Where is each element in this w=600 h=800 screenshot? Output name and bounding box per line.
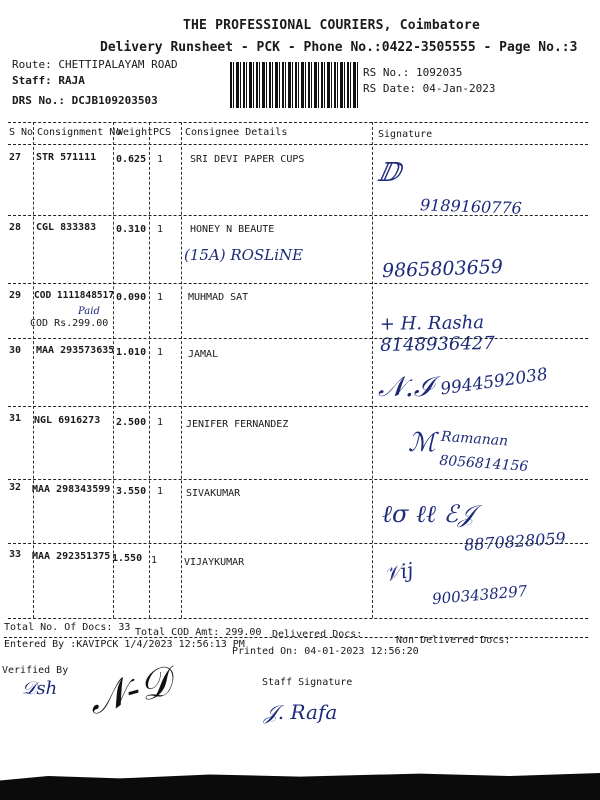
row-28-sno: 28 [9,222,22,233]
runsheet-subtitle: Delivery Runsheet - PCK - Phone No.:0422-3505555 - Page No.:3 [100,40,578,55]
row-divider [8,543,588,544]
row-27-pcs: 1 [157,154,164,165]
row-divider [8,215,588,216]
staff-signature: 𝒥. Rafa [264,700,338,724]
barcode [230,62,358,108]
document-title: THE PROFESSIONAL COURIERS, Coimbatore [183,18,480,33]
row-divider [8,479,588,480]
row-30-weight: 1.010 [116,347,147,358]
row-27-signature: ⅅ [378,158,401,188]
row-33-signature-mark: 𝒱ij [382,557,416,587]
row-28-weight: 0.310 [116,224,147,235]
row-31-sno: 31 [9,413,22,424]
total-docs: Total No. Of Docs: 33 [4,622,131,633]
row-31-pcs: 1 [157,417,164,428]
rs-number: RS No.: 1092035 [363,66,463,79]
row-31-signature-mark: ℳ [408,428,436,458]
row-33-weight: 1.550 [112,553,143,564]
row-29-consignment: COD 1111848517 [34,290,115,301]
row-33-consignee: VIJAYKUMAR [184,557,245,568]
col-weight: Weight [117,127,154,138]
row-31-weight: 2.500 [116,417,147,428]
row-29-cod: COD Rs.299.00 [30,318,109,329]
row-29-paid-note: Paid [78,306,100,317]
row-33-sno: 33 [9,549,22,560]
row-32-signature-mark: ℓσ ℓℓ ℰ𝒥 [382,500,475,528]
row-33-consignment: MAA 292351375 [32,551,111,562]
row-27-weight: 0.625 [116,154,147,165]
table-bottom-rule [8,618,588,619]
verifier-signature: 𝒟sh [22,678,58,699]
header-bottom-rule [8,144,588,145]
total-cod-amount: Total COD Amt: 299.00 [135,627,262,638]
row-28-consignee: HONEY N BEAUTE [190,224,275,235]
delivered-docs: Delivered Docs: [272,629,363,640]
row-31-consignee: JENIFER FERNANDEZ [186,419,289,430]
row-30-signature: 9944592038 [439,364,550,400]
row-29-signature: + H. Rasha 8148936427 [379,312,495,356]
row-27-phone: 9189160776 [419,195,523,218]
row-29-consignee: MUHMAD SAT [188,292,249,303]
row-32-consignment: MAA 298343599 [32,484,111,495]
col-consignee: Consignee Details [185,127,288,138]
col-consignment: Consignment No [37,127,122,138]
row-31-signature: Ramanan 8056814156 [438,428,529,475]
verified-by-label: Verified By [2,665,69,676]
row-32-signature: 8870828059 [463,528,567,555]
row-32-weight: 3.550 [116,486,147,497]
row-27-sno: 27 [9,152,22,163]
row-31-consignment: NGL 6916273 [34,415,101,426]
col-pcs: PCS [153,127,172,138]
row-27-consignee: SRI DEVI PAPER CUPS [190,154,305,165]
row-33-signature: 9003438297 [431,581,529,609]
row-divider [8,283,588,284]
row-29-pcs: 1 [157,292,164,303]
staff-label: Staff: RAJA [12,74,85,87]
row-32-consignee: SIVAKUMAR [186,488,241,499]
row-30-signature-mark: 𝒩.ℐ [378,370,434,403]
printed-on: Printed On: 04-01-2023 12:56:20 [232,646,419,657]
row-32-sno: 32 [9,482,22,493]
staff-signature-label: Staff Signature [262,677,353,688]
verifier-large-signature: 𝒩-𝒟 [83,657,177,725]
rs-date: RS Date: 04-Jan-2023 [363,82,496,95]
row-29-sno: 29 [9,290,22,301]
row-30-consignment: MAA 293573635 [36,345,115,356]
row-28-signature: 9865803659 [381,255,504,283]
row-28-consignment: CGL 833383 [36,222,97,233]
col-sno: S No [9,127,34,138]
row-33-pcs: 1 [151,555,158,566]
footer-rule [4,637,588,638]
header-top-rule [8,122,588,123]
row-32-pcs: 1 [157,486,164,497]
col-signature: Signature [378,129,433,140]
row-divider [8,338,588,339]
row-29-weight: 0.090 [116,292,147,303]
row-28-pcs: 1 [157,224,164,235]
row-27-consignment: STR 571111 [36,152,97,163]
row-30-consignee: JAMAL [188,349,219,360]
row-28-note: (15A) ROSLiNE [184,246,304,264]
scan-edge [0,770,600,800]
drs-number: DRS No.: DCJB109203503 [12,94,158,107]
route-label: Route: CHETTIPALAYAM ROAD [12,58,178,71]
entered-by: Entered By :KAVIPCK 1/4/2023 12:56:13 PM [4,639,245,650]
row-30-sno: 30 [9,345,22,356]
row-divider [8,406,588,407]
non-delivered-docs: Non Delivered Docs: [396,635,511,646]
row-30-pcs: 1 [157,347,164,358]
